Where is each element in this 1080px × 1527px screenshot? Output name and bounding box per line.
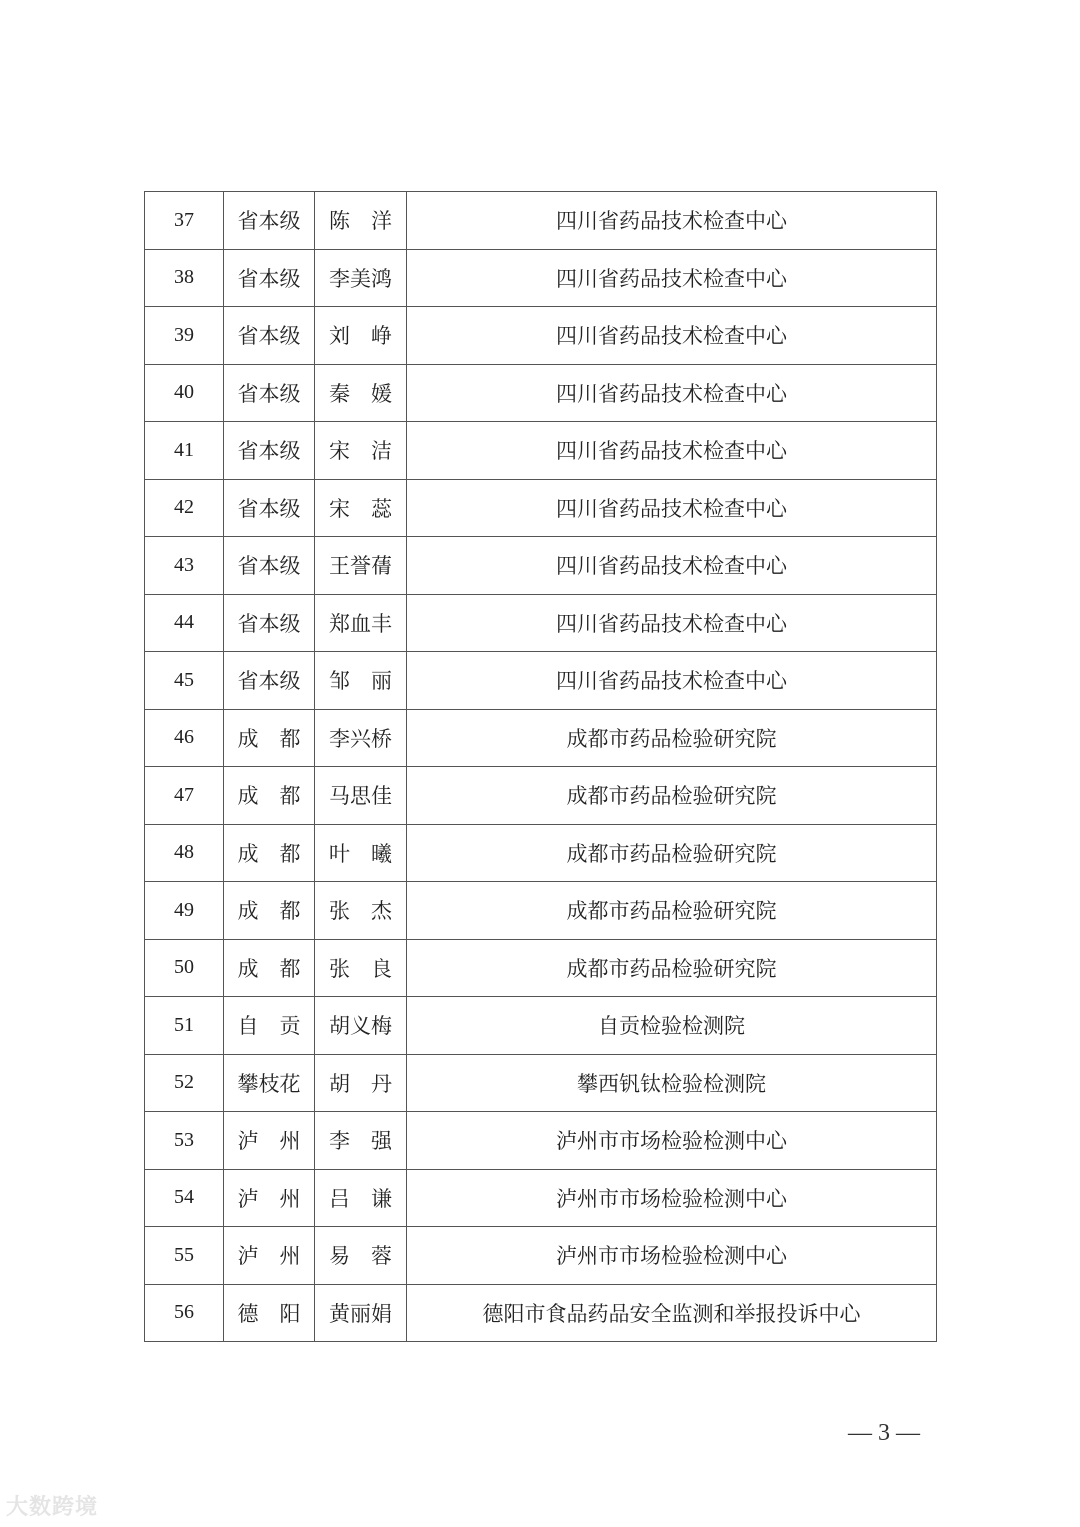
row-number-cell: 40	[145, 364, 224, 422]
table-row	[145, 824, 937, 882]
table-row	[145, 249, 937, 307]
row-number-cell: 43	[145, 537, 224, 595]
organization-cell: 四川省药品技术检查中心	[407, 249, 937, 307]
table-row	[145, 192, 937, 250]
region-cell: 德 阳	[224, 1284, 315, 1342]
name-cell: 刘 峥	[315, 307, 407, 365]
table-row	[145, 709, 937, 767]
row-number-cell: 39	[145, 307, 224, 365]
table-row	[145, 537, 937, 595]
row-number-cell: 37	[145, 192, 224, 250]
row-number-cell: 38	[145, 249, 224, 307]
organization-cell: 成都市药品检验研究院	[407, 709, 937, 767]
name-cell: 吕 谦	[315, 1169, 407, 1227]
organization-cell: 四川省药品技术检查中心	[407, 652, 937, 710]
page-number: — 3 —	[848, 1420, 920, 1446]
region-cell: 省本级	[224, 249, 315, 307]
organization-cell: 四川省药品技术检查中心	[407, 307, 937, 365]
organization-cell: 四川省药品技术检查中心	[407, 364, 937, 422]
name-cell: 宋 蕊	[315, 479, 407, 537]
organization-cell: 成都市药品检验研究院	[407, 882, 937, 940]
row-number-cell: 56	[145, 1284, 224, 1342]
table-row	[145, 652, 937, 710]
table-body	[145, 192, 937, 1342]
name-cell: 张 良	[315, 939, 407, 997]
region-cell: 省本级	[224, 594, 315, 652]
organization-cell: 四川省药品技术检查中心	[407, 537, 937, 595]
name-cell: 王誉蒨	[315, 537, 407, 595]
row-number-cell: 45	[145, 652, 224, 710]
row-number-cell: 51	[145, 997, 224, 1055]
table-row	[145, 939, 937, 997]
organization-cell: 泸州市市场检验检测中心	[407, 1227, 937, 1285]
row-number-cell: 46	[145, 709, 224, 767]
region-cell: 成 都	[224, 939, 315, 997]
organization-cell: 四川省药品技术检查中心	[407, 479, 937, 537]
organization-cell: 自贡检验检测院	[407, 997, 937, 1055]
row-number-cell: 49	[145, 882, 224, 940]
name-cell: 秦 媛	[315, 364, 407, 422]
name-cell: 邹 丽	[315, 652, 407, 710]
name-cell: 胡义梅	[315, 997, 407, 1055]
region-cell: 泸 州	[224, 1112, 315, 1170]
table-row	[145, 1227, 937, 1285]
table-row	[145, 882, 937, 940]
organization-cell: 泸州市市场检验检测中心	[407, 1112, 937, 1170]
row-number-cell: 41	[145, 422, 224, 480]
table-row	[145, 997, 937, 1055]
name-cell: 李 强	[315, 1112, 407, 1170]
name-cell: 叶 曦	[315, 824, 407, 882]
region-cell: 省本级	[224, 192, 315, 250]
organization-cell: 泸州市市场检验检测中心	[407, 1169, 937, 1227]
organization-cell: 攀西钒钛检验检测院	[407, 1054, 937, 1112]
region-cell: 省本级	[224, 652, 315, 710]
region-cell: 省本级	[224, 479, 315, 537]
name-cell: 李兴桥	[315, 709, 407, 767]
table-row	[145, 1169, 937, 1227]
name-cell: 易 蓉	[315, 1227, 407, 1285]
organization-cell: 成都市药品检验研究院	[407, 939, 937, 997]
organization-cell: 四川省药品技术检查中心	[407, 192, 937, 250]
region-cell: 成 都	[224, 824, 315, 882]
table-row	[145, 422, 937, 480]
table-row	[145, 594, 937, 652]
organization-cell: 四川省药品技术检查中心	[407, 594, 937, 652]
row-number-cell: 55	[145, 1227, 224, 1285]
row-number-cell: 48	[145, 824, 224, 882]
row-number-cell: 53	[145, 1112, 224, 1170]
row-number-cell: 52	[145, 1054, 224, 1112]
organization-cell: 四川省药品技术检查中心	[407, 422, 937, 480]
name-cell: 黄丽娟	[315, 1284, 407, 1342]
name-cell: 陈 洋	[315, 192, 407, 250]
table-row	[145, 1054, 937, 1112]
organization-cell: 德阳市食品药品安全监测和举报投诉中心	[407, 1284, 937, 1342]
table-row	[145, 479, 937, 537]
region-cell: 泸 州	[224, 1169, 315, 1227]
row-number-cell: 47	[145, 767, 224, 825]
region-cell: 省本级	[224, 307, 315, 365]
organization-cell: 成都市药品检验研究院	[407, 767, 937, 825]
name-cell: 胡 丹	[315, 1054, 407, 1112]
table-row	[145, 1112, 937, 1170]
region-cell: 成 都	[224, 709, 315, 767]
table-row	[145, 307, 937, 365]
name-cell: 马思佳	[315, 767, 407, 825]
name-cell: 郑血丰	[315, 594, 407, 652]
region-cell: 省本级	[224, 537, 315, 595]
row-number-cell: 54	[145, 1169, 224, 1227]
personnel-table	[144, 191, 937, 1342]
table-row	[145, 767, 937, 825]
region-cell: 省本级	[224, 364, 315, 422]
row-number-cell: 44	[145, 594, 224, 652]
region-cell: 攀枝花	[224, 1054, 315, 1112]
name-cell: 李美鸿	[315, 249, 407, 307]
name-cell: 宋 洁	[315, 422, 407, 480]
row-number-cell: 42	[145, 479, 224, 537]
watermark-logo: 大数跨境	[6, 1495, 99, 1520]
region-cell: 省本级	[224, 422, 315, 480]
region-cell: 成 都	[224, 767, 315, 825]
table-row	[145, 1284, 937, 1342]
region-cell: 成 都	[224, 882, 315, 940]
region-cell: 自 贡	[224, 997, 315, 1055]
region-cell: 泸 州	[224, 1227, 315, 1285]
organization-cell: 成都市药品检验研究院	[407, 824, 937, 882]
table-row	[145, 364, 937, 422]
row-number-cell: 50	[145, 939, 224, 997]
name-cell: 张 杰	[315, 882, 407, 940]
